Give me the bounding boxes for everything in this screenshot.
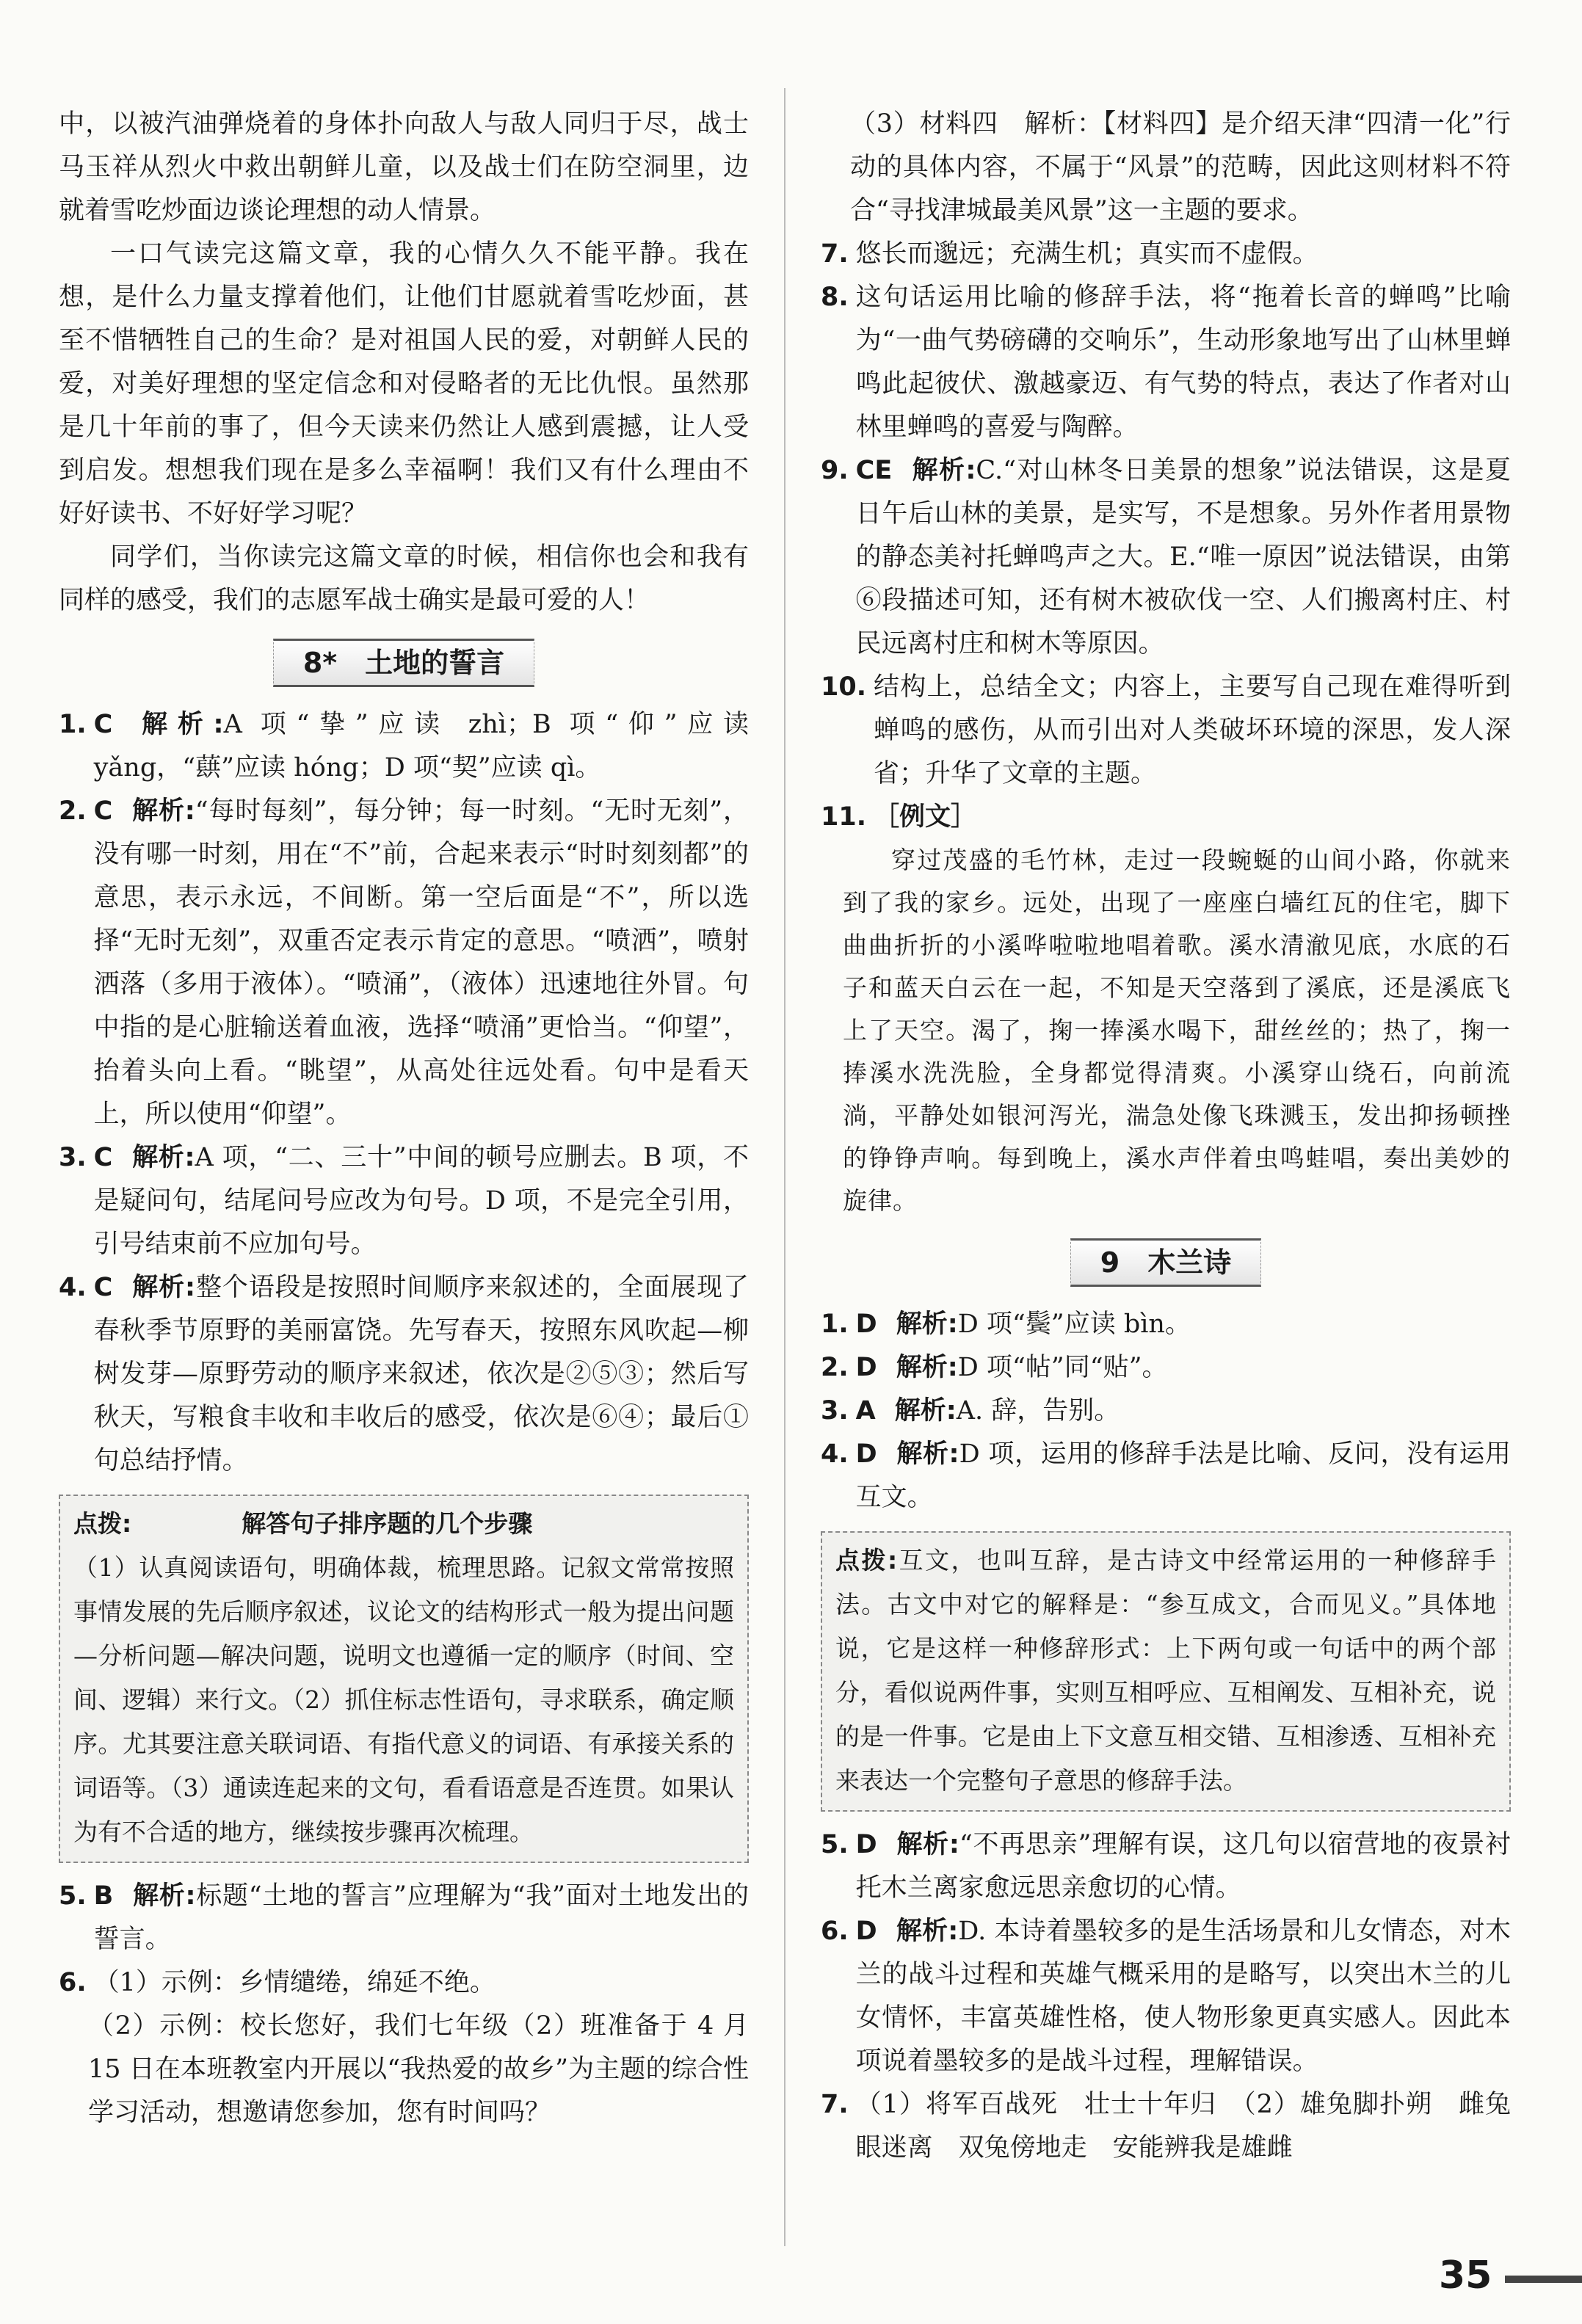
item-number: 3. — [821, 1396, 849, 1426]
answer-letter: D — [855, 1439, 877, 1469]
item-number: 7. — [821, 2090, 849, 2119]
item-number: 1. — [821, 1310, 849, 1339]
item-number: 6. — [59, 1968, 87, 1997]
answer-item — [59, 703, 749, 790]
item-number: 7. — [821, 239, 849, 269]
page-number-bar — [1505, 2276, 1582, 2283]
analysis-text: “每时每刻”，每分钟；每一时刻。“无时无刻”，没有哪一时刻，用在“不”前，合起来表示“时时刻刻都”的意思，表示永远，不间断。第一空后面是“不”，所以选择“无时无刻”，双重否定表示肯定的意思。“喷洒”，喷射洒落（多用于液体）。“喷涌”，（液体）迅速地往外冒。句中指的是心脏输送着血液，选择“喷涌”更恰当。“仰望”，抬着头向上看。“眺望”，从高处往远处看。句中是看天上，所以使用“仰望”。 — [93, 796, 749, 1129]
analysis-label: 解析: — [896, 1917, 959, 1946]
item-number: 1. — [59, 710, 87, 739]
analysis-text: A. 辞，告别。 — [956, 1396, 1120, 1426]
answer-text: 这句话运用比喻的修辞手法，将“拖着长音的蝉鸣”比喻为“一曲气势磅礴的交响乐”，生动形象地写出了山林里蝉鸣此起彼伏、激越豪迈、有气势的特点，表达了作者对山林里蝉鸣的喜爱与陶醉。 — [855, 283, 1511, 442]
item-number: 6. — [821, 1917, 849, 1946]
intro-paragraph-2: 一口气读完这篇文章，我的心情久久不能平静。我在想，是什么力量支撑着他们，让他们甘愿就着雪吃炒面，甚至不惜牺牲自己的生命？是对祖国人民的爱，对朝鲜人民的爱，对美好理想的坚定信念和对侵略者的无比仇恨。虽然那是几十年前的事了，但今天读来仍然让人感到震撼，让人受到启发。想想我们现在是多么幸福啊！我们又有什么理由不好好读书、不好好学习呢？ — [59, 239, 749, 529]
right-column — [821, 103, 1511, 2170]
example-line-1: （1）示例：乡情缱绻，绵延不绝。 — [93, 1968, 496, 1997]
column-divider — [784, 88, 785, 2246]
analysis-text: C.“对山林冬日美景的想象”说法错误，这是夏日午后山林的美景，是实写，不是想象。另外作者用景物的静态美衬托蝉鸣声之大。E.“唯一原因”说法错误，由第⑥段描述可知，还有树木被砍伐一空、人们搬离村庄、村民远离村庄和树木等原因。 — [855, 456, 1512, 658]
analysis-text: 整个语段是按照时间顺序来叙述的，全面展现了春秋季节原野的美丽富饶。先写春天，按照东风吹起—柳树发芽—原野劳动的顺序来叙述，依次是②⑤③；然后写秋天，写粮食丰收和丰收后的感受，依次是⑥④；最后①句总结抒情。 — [93, 1273, 749, 1475]
intro-paragraph-1: 中，以被汽油弹烧着的身体扑向敌人与敌人同归于尽，战士马玉祥从烈火中救出朝鲜儿童，以及战士们在防空洞里，边就着雪吃炒面边谈论理想的动人情景。 — [59, 109, 749, 225]
page-number: 35 — [1439, 2254, 1492, 2298]
item-number: 4. — [821, 1439, 849, 1469]
answer-item — [59, 1136, 749, 1266]
intro-paragraph-3: 同学们，当你读完这篇文章的时候，相信你也会和我有同样的感受，我们的志愿军战士确实是最可爱的人！ — [59, 542, 749, 615]
answer-letter: D — [855, 1917, 877, 1946]
analysis-text: 标题“土地的誓言”应理解为“我”面对土地发出的誓言。 — [93, 1881, 749, 1954]
answer-letter: B — [93, 1881, 114, 1911]
analysis-label: 解析: — [131, 710, 224, 739]
answer-item — [59, 790, 749, 1136]
item-number: 2. — [59, 796, 87, 826]
answer-letter: C — [93, 1143, 113, 1172]
left-column — [59, 103, 749, 2135]
answer-item — [59, 1961, 749, 2005]
section-title-8 — [59, 639, 749, 687]
answer-letter: D — [855, 1310, 877, 1339]
analysis-text: D 项“鬓”应读 bìn。 — [957, 1310, 1191, 1339]
answer-item — [821, 1346, 1511, 1390]
tip-text: 互文，也叫互辞，是古诗文中经常运用的一种修辞手法。古文中对它的解释是：“参互成文，合而见义。”具体地说，它是这样一种修辞形式：上下两句或一句话中的两个部分，看似说两件事，实则互相呼应、互相阐发、互相补充，说的是一件事。它是由上下文意互相交错、互相渗透、互相补充来表达一个完整句子意思的修辞手法。 — [835, 1546, 1496, 1795]
analysis-label: 解析: — [896, 1830, 959, 1859]
answer-letter: C — [93, 796, 113, 826]
analysis-text: A 项，“二、三十”中间的顿号应删去。B 项，不是疑问句，结尾问号应改为句号。D 项，不是完全引用，引号结束前不应加句号。 — [93, 1143, 749, 1259]
answer-item — [821, 2083, 1511, 2170]
analysis-text: D 项，运用的修辞手法是比喻、反问，没有运用互文。 — [855, 1439, 1511, 1512]
analysis-text: A 项“挚”应读 zhì；B 项“仰”应读 yǎng，“蕻”应读 hóng；D 项“契”应读 qì。 — [93, 710, 750, 782]
answer-letter: D — [855, 1353, 877, 1382]
answer-item — [821, 276, 1511, 449]
example-essay: 穿过茂盛的毛竹林，走过一段蜿蜒的山间小路，你就来到了我的家乡。远处，出现了一座座白墙红瓦的住宅，脚下曲曲折折的小溪哗啦啦地唱着歌。溪水清澈见底，水底的石子和蓝天白云在一起，不知是天空落到了溪底，还是溪底飞上了天空。渴了，掬一捧溪水喝下，甜丝丝的；热了，掬一捧溪水洗洗脸，全身都觉得清爽。小溪穿山绕石，向前流淌，平静处如银河泻光，湍急处像飞珠溅玉，发出抑扬顿挫的铮铮声响。每到晚上，溪水声伴着虫鸣蛙唱，奏出美妙的旋律。 — [843, 846, 1511, 1215]
answer-letter: C — [93, 1273, 113, 1302]
tip-title: 解答句子排序题的几个步骤 — [242, 1509, 533, 1538]
answer-item — [821, 796, 1511, 839]
tip-text: （1）认真阅读语句，明确体裁，梳理思路。记叙文常常按照事情发展的先后顺序叙述，议论文的结构形式一般为提出问题—分析问题—解决问题，说明文也遵循一定的顺序（时间、空间、逻辑）来行文。（2）抓住标志性语句，寻求联系，确定顺序。尤其要注意关联词语、有指代意义的词语、有承接关系的词语等。（3）通读连起来的文句，看看语意是否连贯。如果认为有不合适的地方，继续按步骤再次梳理。 — [73, 1553, 734, 1846]
answer-item — [821, 449, 1511, 666]
answer-letter: A — [855, 1396, 876, 1426]
item-number: 8. — [821, 283, 849, 312]
item-number: 2. — [821, 1353, 849, 1382]
item-number: 11. — [821, 802, 867, 832]
analysis-label: 解析: — [132, 1881, 196, 1911]
answer-text: 悠长而邈远；充满生机；真实而不虚假。 — [855, 239, 1318, 269]
answer-item — [59, 1266, 749, 1483]
item-number: 5. — [59, 1881, 87, 1911]
example-essay-label: ［例文］ — [874, 802, 977, 832]
analysis-label: 解析: — [896, 1353, 958, 1382]
analysis-label: 解析: — [896, 1439, 959, 1469]
analysis-text: D. 本诗着墨较多的是生活场景和儿女情态，对木兰的战斗过程和英雄气概采用的是略写，以突出木兰的儿女情怀，丰富英雄性格，使人物形象更真实感人。因此本项说着墨较多的是战斗过程，理解错误。 — [855, 1917, 1511, 2076]
item-number: 9. — [821, 456, 849, 485]
tip-label: 点拨: — [73, 1509, 132, 1538]
answer-item — [821, 1823, 1511, 1910]
analysis-text: D 项“帖”同“贴”。 — [957, 1353, 1168, 1382]
analysis-label: 解析: — [131, 1143, 195, 1172]
answer-item — [821, 233, 1511, 276]
answer-item — [821, 1433, 1511, 1519]
item-number: 3. — [59, 1143, 87, 1172]
analysis-label: 解析: — [131, 796, 195, 826]
analysis-label: 解析: — [896, 1310, 958, 1339]
tip-box — [821, 1531, 1511, 1812]
answer-item — [821, 666, 1511, 796]
analysis-label: 解析: — [131, 1273, 196, 1302]
item-number: 5. — [821, 1830, 849, 1859]
answer-item — [821, 1390, 1511, 1433]
material-four-analysis: （3）材料四 解析：【材料四】是介绍天津“四清一化”行动的具体内容，不属于“风景”的范畴，因此这则材料不符合“寻找津城最美风景”这一主题的要求。 — [850, 109, 1511, 225]
tip-box — [59, 1495, 749, 1863]
answer-item — [821, 1910, 1511, 2083]
item-number: 10. — [821, 672, 867, 702]
answer-letter: C — [93, 710, 113, 739]
tip-label: 点拨: — [835, 1546, 898, 1575]
section-title-text: 8* 土地的誓言 — [273, 639, 534, 687]
answer-letter: D — [855, 1830, 877, 1859]
answer-letter: CE — [855, 456, 893, 485]
answer-item — [821, 1303, 1511, 1346]
analysis-label: 解析: — [911, 456, 976, 485]
section-title-text: 9 木兰诗 — [1070, 1238, 1261, 1287]
answer-text: 结构上，总结全文；内容上，主要写自己现在难得听到蝉鸣的感伤，从而引出对人类破坏环境的深思，发人深省；升华了文章的主题。 — [874, 672, 1511, 788]
analysis-text: “不再思亲”理解有误，这几句以宿营地的夜景衬托木兰离家愈远思亲愈切的心情。 — [855, 1830, 1511, 1903]
answer-text: （1）将军百战死 壮士十年归 （2）雄兔脚扑朔 雌兔眼迷离 双兔傍地走 安能辨我是雄雌 — [855, 2090, 1511, 2163]
answer-item — [59, 1875, 749, 1961]
section-title-9 — [821, 1238, 1511, 1287]
example-line-2: （2）示例：校长您好，我们七年级（2）班准备于 4 月 15 日在本班教室内开展以“我热爱的故乡”为主题的综合性学习活动，想邀请您参加，您有时间吗？ — [88, 2011, 749, 2127]
item-number: 4. — [59, 1273, 87, 1302]
analysis-label: 解析: — [894, 1396, 957, 1426]
